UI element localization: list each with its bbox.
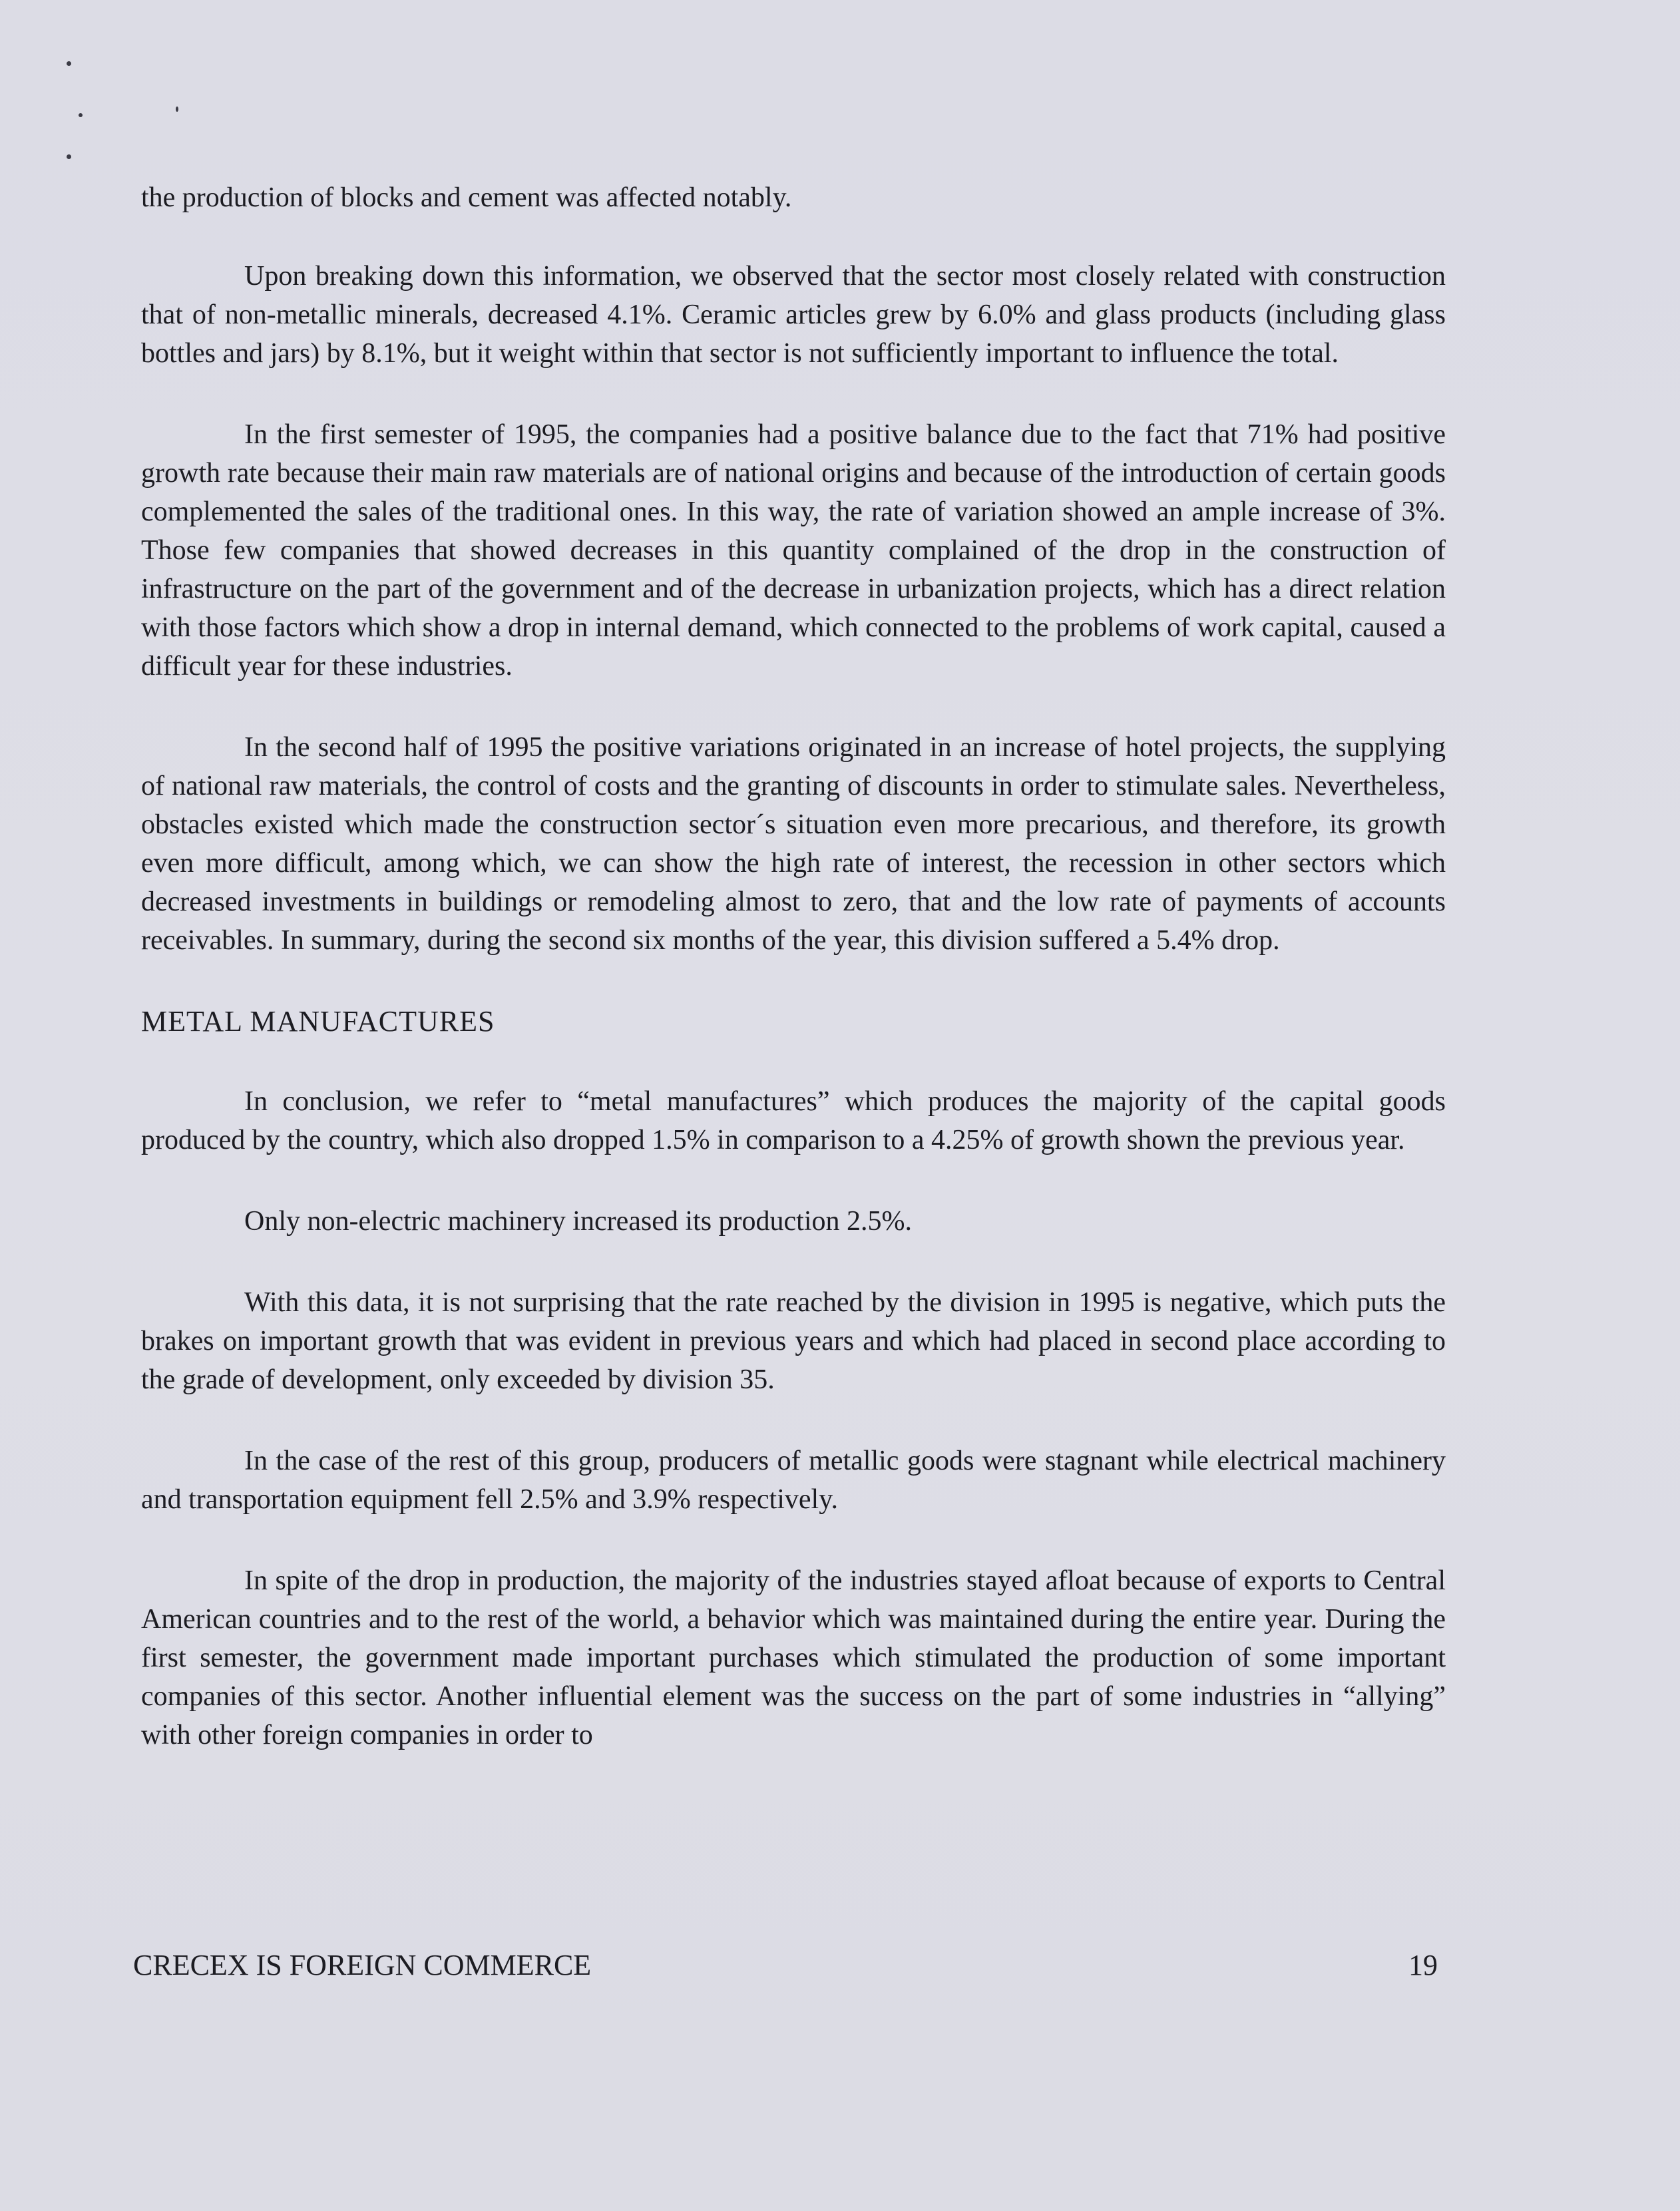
paragraph: In the second half of 1995 the positive variations originated in an increase of hotel projects, the supplying of national raw materials, the control of costs and the granting of discounts in order to stimulate sales. Nevertheless, obstacles existed which made the construction sector´s situation even more precarious, and therefore, its growth even more difficult, among which, we can show the high rate of interest, the recession in other sectors which decreased investments in buildings or remodeling almost to zero, that and the low rate of payments of accounts receivables. In summary, during the second six months of the year, this division suffered a 5.4% drop. (141, 732, 1446, 956)
page-footer (133, 1946, 1438, 1985)
paragraph: With this data, it is not surprising that the rate reached by the division in 1995 is negative, which puts the brakes on important growth that was evident in previous years and which had placed in second place according to the grade of development, only exceeded by division 35. (141, 1287, 1446, 1395)
paragraph: Only non-electric machinery increased its production 2.5%. (244, 1206, 912, 1237)
body-text (141, 178, 1446, 1754)
section-heading: METAL MANUFACTURES (141, 1005, 495, 1038)
footer-publication-title: CRECEX IS FOREIGN COMMERCE (133, 1949, 592, 1981)
paragraph: In conclusion, we refer to “metal manufactures” which produces the majority of the capital goods produced by the country, which also dropped 1.5% in comparison to a 4.25% of growth shown the previous year. (141, 1086, 1446, 1155)
paragraph: In spite of the drop in production, the majority of the industries stayed afloat because of exports to Central American countries and to the rest of the world, a behavior which was maintained during the entire year. During the first semester, the government made important purchases which stimulated the production of some important companies of this sector. Another influential element was the success on the part of some industries in “allying” with other foreign companies in order to (141, 1565, 1446, 1750)
scan-speck (176, 106, 178, 112)
page-number: 19 (1408, 1949, 1438, 1981)
scan-speck (67, 61, 71, 66)
paragraph: the production of blocks and cement was affected notably. (141, 182, 792, 213)
paragraph: In the case of the rest of this group, producers of metallic goods were stagnant while electrical machinery and transportation equipment fell 2.5% and 3.9% respectively. (141, 1446, 1446, 1515)
paragraph: Upon breaking down this information, we observed that the sector most closely related with construction that of non-metallic minerals, decreased 4.1%. Ceramic articles grew by 6.0% and glass products (including glass bottles and jars) by 8.1%, but it weight within that sector is not sufficiently important to influence the total. (141, 261, 1446, 369)
paragraph: In the first semester of 1995, the companies had a positive balance due to the fact that 71% had positive growth rate because their main raw materials are of national origins and because of the introduction of certain goods complemented the sales of the traditional ones. In this way, the rate of variation showed an ample increase of 3%. Those few companies that showed decreases in this quantity complained of the drop in the construction of infrastructure on the part of the government and of the decrease in urbanization projects, which has a direct relation with those factors which show a drop in internal demand, which connected to the problems of work capital, caused a difficult year for these industries. (141, 419, 1446, 682)
scan-speck (67, 154, 71, 159)
scan-speck (79, 113, 83, 117)
